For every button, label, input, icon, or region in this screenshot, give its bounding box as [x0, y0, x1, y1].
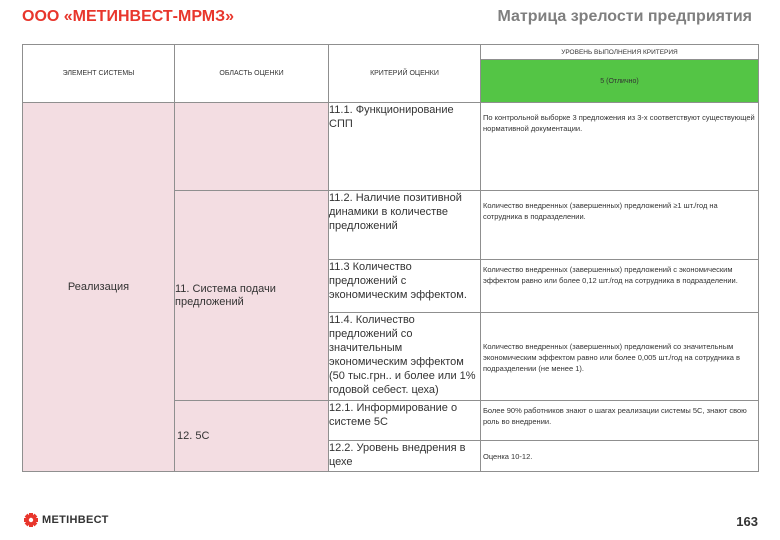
description-cell: По контрольной выборке 3 предложения из 3-х соответствуют существующей нормативной документации.: [481, 103, 759, 191]
header-level-excellent: 5 (Отлично): [481, 60, 759, 103]
metinvest-logo-icon: [24, 513, 38, 527]
header-level-group: УРОВЕНЬ ВЫПОЛНЕНИЯ КРИТЕРИЯ: [481, 45, 759, 60]
page-number: 163: [736, 514, 758, 529]
area-cell-11: 11. Система подачи предложений: [175, 191, 329, 401]
metinvest-logo: [24, 513, 109, 527]
maturity-matrix-table: [22, 44, 759, 472]
element-cell: Реализация: [23, 103, 175, 472]
header-element: ЭЛЕМЕНТ СИСТЕМЫ: [23, 45, 175, 103]
area-cell-12: 12. 5С: [175, 401, 329, 472]
criterion-cell: 11.4. Количество предложений со значительным экономическим эффектом (50 тыс.грн.. и более или 1% годовой себест. цеха): [329, 313, 481, 401]
criterion-cell: 12.1. Информирование о системе 5С: [329, 401, 481, 441]
header-row-top: [23, 45, 759, 60]
description-cell: Количество внедренных (завершенных) предложений ≥1 шт./год на сотрудника в подразделении.: [481, 191, 759, 260]
logo-text: МЕТІНВЕСТ: [42, 514, 109, 526]
table-row: [23, 103, 759, 191]
description-cell: Количество внедренных (завершенных) предложений со значительным экономическим эффектом равно или более 0,005 шт./год на сотрудника в подразделении (не менее 1).: [481, 313, 759, 401]
criterion-cell: 11.3 Количество предложений с экономическим эффектом.: [329, 260, 481, 313]
header-area: ОБЛАСТЬ ОЦЕНКИ: [175, 45, 329, 103]
description-cell: Количество внедренных (завершенных) предложений с экономическим эффектом равно или более 0,12 шт./год на сотрудника в подразделении.: [481, 260, 759, 313]
header-criterion: КРИТЕРИЙ ОЦЕНКИ: [329, 45, 481, 103]
description-cell: Более 90% работников знают о шагах реализации системы 5С, знают свою роль во внедрении.: [481, 401, 759, 441]
description-cell: Оценка 10-12.: [481, 441, 759, 472]
criterion-cell: 11.2. Наличие позитивной динамики в количестве предложений: [329, 191, 481, 260]
criterion-cell: 12.2. Уровень внедрения в цехе: [329, 441, 481, 472]
criterion-cell: 11.1. Функционирование СПП: [329, 103, 481, 191]
page-title: Матрица зрелости предприятия: [497, 8, 752, 25]
company-name: ООО «МЕТИНВЕСТ-МРМЗ»: [22, 8, 235, 25]
area-blank-cell: [175, 103, 329, 191]
